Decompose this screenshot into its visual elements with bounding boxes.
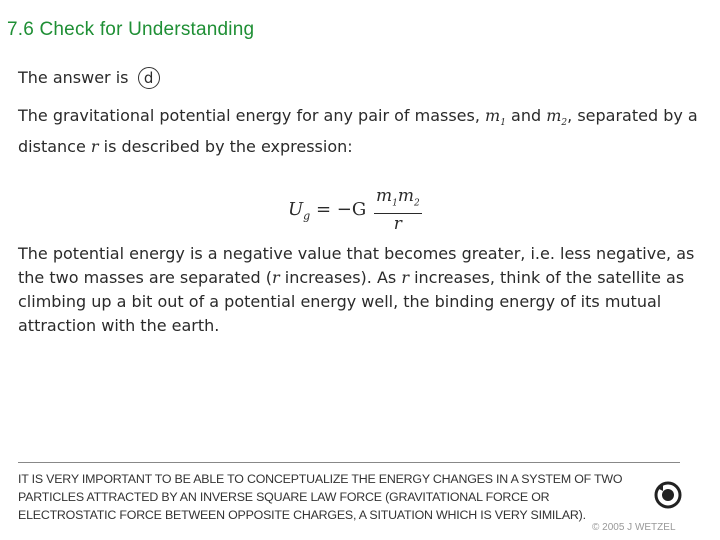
var-m1: $m_1$ [485, 106, 506, 129]
eq-operator: = −G [315, 199, 367, 221]
answer-line [18, 66, 160, 90]
p1-text-c: is described by the expression: [103, 137, 353, 157]
var-r-1: r [272, 268, 280, 287]
eq-numerator: $m_1m_2$ [374, 186, 422, 214]
eq-denominator: r [393, 214, 402, 235]
var-r: r [90, 137, 99, 157]
eq-fraction [374, 186, 422, 234]
explanation-paragraph-1 [18, 104, 698, 159]
eq-lhs: $U_g$ [288, 199, 311, 223]
answer-prefix: The answer is [18, 68, 129, 87]
p2-text-b: increases). As [284, 268, 397, 287]
var-r-2: r [401, 268, 409, 287]
p1-text-b: , separated by a distance [18, 106, 698, 157]
explanation-paragraph-2 [18, 242, 708, 338]
answer-letter-circle: d [138, 67, 160, 89]
copyright-credit: © 2005 J WETZEL [592, 522, 676, 533]
footer-divider [18, 462, 680, 463]
p2-text-a: The potential energy is a negative value that becomes greater, i.e. less negative, as the two masses are separated ( [18, 244, 695, 287]
footer-note: IT IS VERY IMPORTANT TO BE ABLE TO CONCEPTUALIZE THE ENERGY CHANGES IN A SYSTEM OF TWO PARTICLES ATTRACTED BY AN INVERSE SQUARE LAW FORCE (GRAVITATIONAL FORCE OR ELECTROSTATIC FORCE BETWEEN OPPOSITE CHARGES, A SITUATION WHICH IS VERY SIMILAR). [18, 472, 623, 522]
p2-text-c: increases, think of the satellite as climbing up a bit out of a potential energy well, the binding energy of its mutual attraction with the earth. [18, 268, 685, 335]
p1-and: and [511, 106, 542, 125]
slide-title: 7.6 Check for Understanding [7, 19, 255, 40]
p1-text-a: The gravitational potential energy for any pair of masses, [18, 106, 480, 125]
potential-energy-equation [288, 186, 422, 234]
var-m2: $m_2$ [546, 106, 568, 129]
circular-arrow-icon [653, 480, 683, 510]
